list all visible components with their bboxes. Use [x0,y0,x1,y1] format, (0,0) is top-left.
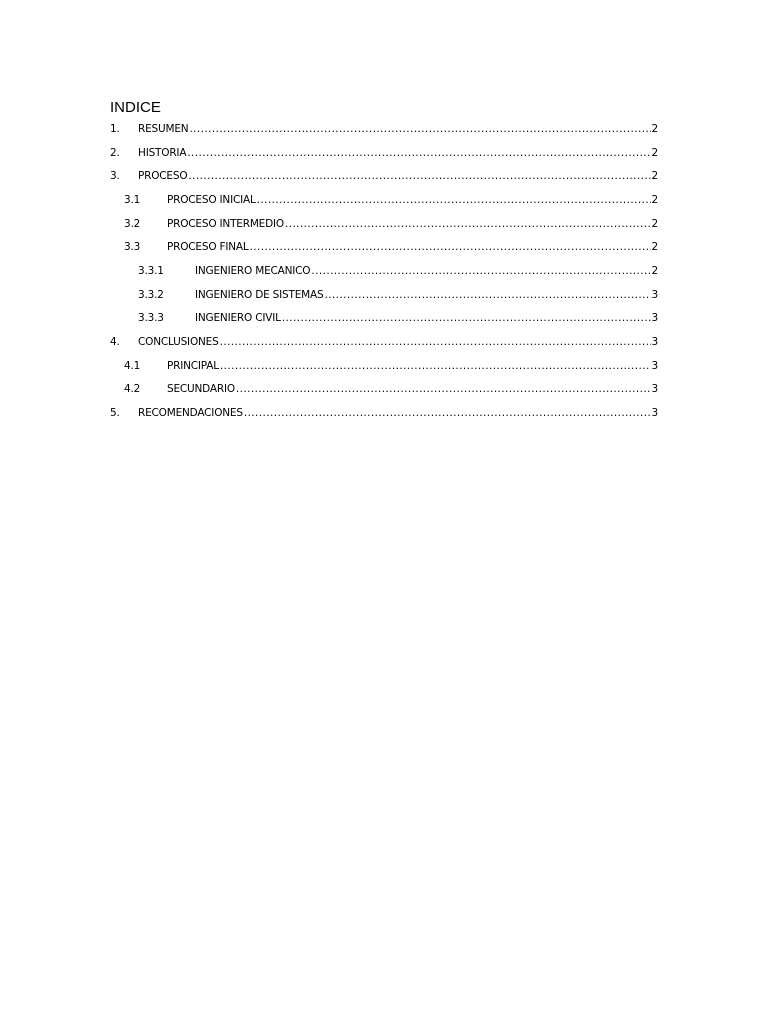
toc-entry-number: 3.2 [124,217,141,230]
toc-entry[interactable] [110,188,658,212]
toc-entry-title: RECOMENDACIONES [138,407,243,420]
toc-entry-page: 3 [651,336,658,349]
toc-entry-number: 3.3.1 [138,264,164,277]
toc-dot-leader [188,170,650,182]
toc-entry[interactable] [110,354,658,378]
toc-entry-title: PROCESO INTERMEDIO [167,217,284,230]
toc-entry[interactable] [110,330,658,354]
toc-dot-leader [250,241,651,253]
toc-entry[interactable] [110,259,658,283]
toc-entry-number: 3.1 [124,193,141,206]
toc-dot-leader [244,407,651,419]
toc-entry-title: PROCESO FINAL [167,241,249,254]
toc-dot-leader [187,147,650,159]
toc-dot-leader [236,383,651,395]
toc-entry-title: CONCLUSIONES [138,336,219,349]
toc-dot-leader [285,218,651,230]
toc-entry-page: 2 [651,241,658,254]
toc-entry-page: 3 [651,288,658,301]
toc-entry[interactable] [110,401,658,425]
toc-dot-leader [324,289,650,301]
toc-entry-page: 2 [651,193,658,206]
toc-entry[interactable] [110,307,658,331]
toc-entry-number: 4.1 [124,359,141,372]
toc-entry-page: 3 [651,312,658,325]
toc-entry-page: 3 [651,407,658,420]
toc-entry-page: 2 [651,217,658,230]
toc-entry-title: PROCESO [138,170,188,183]
toc-entry-number: 3. [110,170,120,183]
toc-entry[interactable] [110,235,658,259]
toc-entry-number: 3.3.3 [138,312,164,325]
toc-entry-number: 3.3.2 [138,288,164,301]
toc-title: INDICE [110,99,161,116]
toc-entry[interactable] [110,212,658,236]
toc-entry[interactable] [110,141,658,165]
toc-entry-title: INGENIERO MECANICO [195,264,311,277]
toc-entry-page: 2 [651,122,658,135]
toc-entry-number: 3.3 [124,241,141,254]
toc-entry[interactable] [110,283,658,307]
toc-dot-leader [220,336,651,348]
toc-entry-number: 4. [110,336,120,349]
toc-entry-page: 2 [651,146,658,159]
toc-entry-title: INGENIERO DE SISTEMAS [195,288,324,301]
toc-entry-title: RESUMEN [138,122,189,135]
table-of-contents [110,117,658,425]
toc-entry-number: 2. [110,146,120,159]
toc-entry-title: INGENIERO CIVIL [195,312,281,325]
toc-entry-page: 3 [651,359,658,372]
toc-entry-page: 3 [651,383,658,396]
toc-dot-leader [257,194,651,206]
toc-entry-title: HISTORIA [138,146,187,159]
toc-entry-number: 4.2 [124,383,141,396]
toc-entry[interactable] [110,378,658,402]
toc-entry[interactable] [110,164,658,188]
toc-entry[interactable] [110,117,658,141]
toc-dot-leader [220,360,651,372]
toc-entry-title: SECUNDARIO [167,383,235,396]
toc-entry-page: 2 [651,170,658,183]
toc-entry-number: 5. [110,407,120,420]
toc-entry-title: PROCESO INICIAL [167,193,256,206]
toc-dot-leader [311,265,650,277]
toc-entry-number: 1. [110,122,120,135]
toc-dot-leader [189,123,650,135]
toc-dot-leader [282,312,651,324]
toc-entry-title: PRINCIPAL [167,359,219,372]
toc-entry-page: 2 [651,264,658,277]
